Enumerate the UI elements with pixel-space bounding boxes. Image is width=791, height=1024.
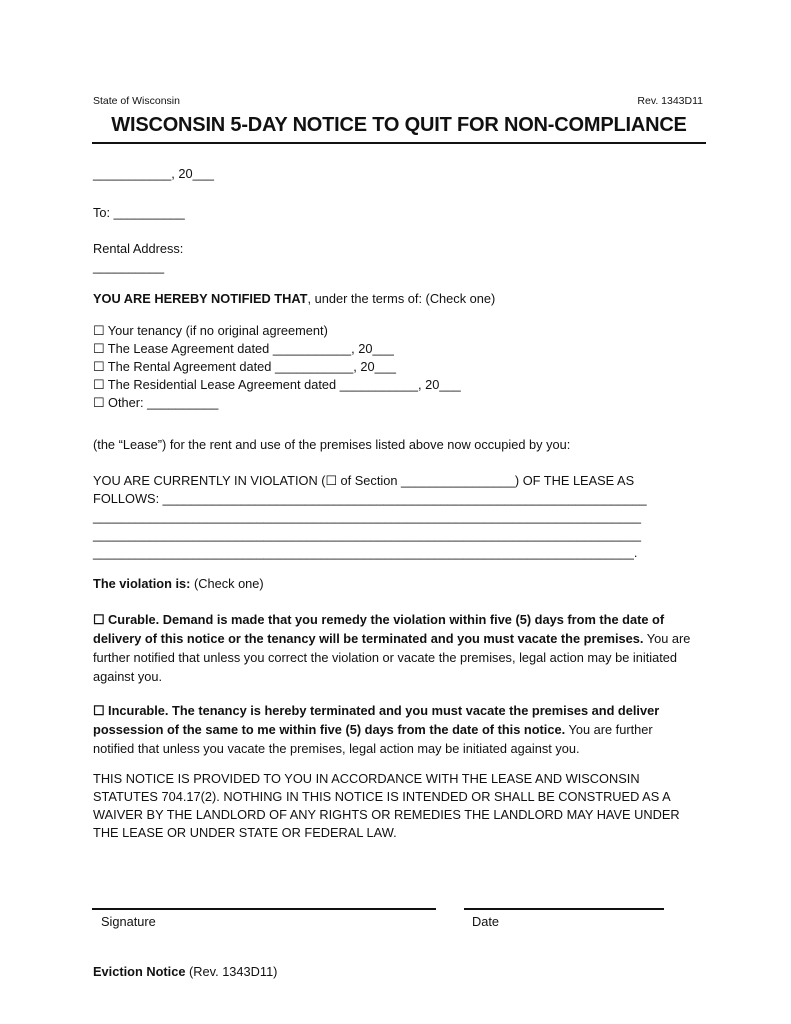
date-line: ___________, 20___ <box>93 166 214 181</box>
violation-line-1: YOU ARE CURRENTLY IN VIOLATION (☐ of Section ________________) OF THE LEASE AS <box>93 473 635 488</box>
rental-address-blank: __________ <box>93 259 165 274</box>
lease-sentence: (the “Lease”) for the rent and use of the premises listed above now occupied by you: <box>93 437 571 452</box>
violation-line-4: _____________________________________________________________________________ <box>93 527 642 542</box>
to-line: To: __________ <box>93 205 185 220</box>
option-rental-agreement: ☐ The Rental Agreement dated ___________, 20___ <box>93 359 396 374</box>
option-tenancy: ☐ Your tenancy (if no original agreement) <box>93 323 328 338</box>
footer-line <box>93 963 277 980</box>
statute-paragraph <box>93 770 693 842</box>
notified-bold: YOU ARE HEREBY NOTIFIED THAT <box>93 291 308 306</box>
violation-line-5: ____________________________________________________________________________. <box>93 545 638 560</box>
violation-line-2: FOLLOWS: ____________________________________________________________________ <box>93 491 647 506</box>
statute-line-3: WAIVER BY THE LANDLORD OF ANY RIGHTS OR REMEDIES THE LANDLORD MAY HAVE UNDER <box>93 807 680 822</box>
revision-label: Rev. 1343D11 <box>637 95 703 107</box>
option-residential-lease: ☐ The Residential Lease Agreement dated ___________, 20___ <box>93 377 461 392</box>
footer-bold: Eviction Notice <box>93 964 186 979</box>
title-rule <box>92 142 706 144</box>
curable-paragraph <box>93 610 693 686</box>
statute-line-1: THIS NOTICE IS PROVIDED TO YOU IN ACCORDANCE WITH THE LEASE AND WISCONSIN <box>93 771 640 786</box>
curable-line-1: ☐ Curable. Demand is made that you remedy the violation within five (5) days from the date of <box>93 612 665 627</box>
incurable-line-2-bold: possession of the same to me within five (5) days from the date of this notice. <box>93 722 566 737</box>
violation-block <box>93 472 693 562</box>
statute-line-4: THE LEASE OR UNDER STATE OR FEDERAL LAW. <box>93 825 397 840</box>
incurable-line-2 <box>93 720 693 739</box>
signature-line <box>92 908 436 910</box>
violation-is-bold: The violation is: <box>93 576 191 591</box>
curable-line-3: further notified that unless you correct the violation or vacate the premises, legal action may be initiated <box>93 650 677 665</box>
date-label: Date <box>472 914 500 929</box>
violation-line-3: _____________________________________________________________________________ <box>93 509 642 524</box>
state-label: State of Wisconsin <box>93 95 180 107</box>
violation-is-rest: (Check one) <box>190 576 264 591</box>
footer-rest: (Rev. 1343D11) <box>185 964 278 979</box>
rental-address-label: Rental Address: <box>93 241 184 256</box>
curable-line-2 <box>93 629 693 648</box>
curable-line-2-rest: You are <box>643 631 691 646</box>
options-list <box>93 322 693 412</box>
incurable-line-2-rest: You are further <box>565 722 653 737</box>
curable-line-4: against you. <box>93 669 163 684</box>
statute-line-2: STATUTES 704.17(2). NOTHING IN THIS NOTICE IS INTENDED OR SHALL BE CONSTRUED AS A <box>93 789 671 804</box>
document-title: WISCONSIN 5-DAY NOTICE TO QUIT FOR NON-COMPLIANCE <box>111 114 687 136</box>
signature-label: Signature <box>101 914 156 929</box>
incurable-paragraph <box>93 701 693 758</box>
incurable-line-3: notified that unless you vacate the premises, legal action may be initiated against you. <box>93 741 580 756</box>
option-other: ☐ Other: __________ <box>93 395 219 410</box>
notified-line <box>93 290 495 307</box>
option-lease-agreement: ☐ The Lease Agreement dated ___________, 20___ <box>93 341 394 356</box>
notified-rest: , under the terms of: (Check one) <box>307 291 496 306</box>
curable-line-2-bold: delivery of this notice or the tenancy will be terminated and you must vacate the premises. <box>93 631 644 646</box>
date-signature-line <box>464 908 664 910</box>
violation-is-line <box>93 575 264 592</box>
incurable-line-1: ☐ Incurable. The tenancy is hereby terminated and you must vacate the premises and deliver <box>93 703 660 718</box>
